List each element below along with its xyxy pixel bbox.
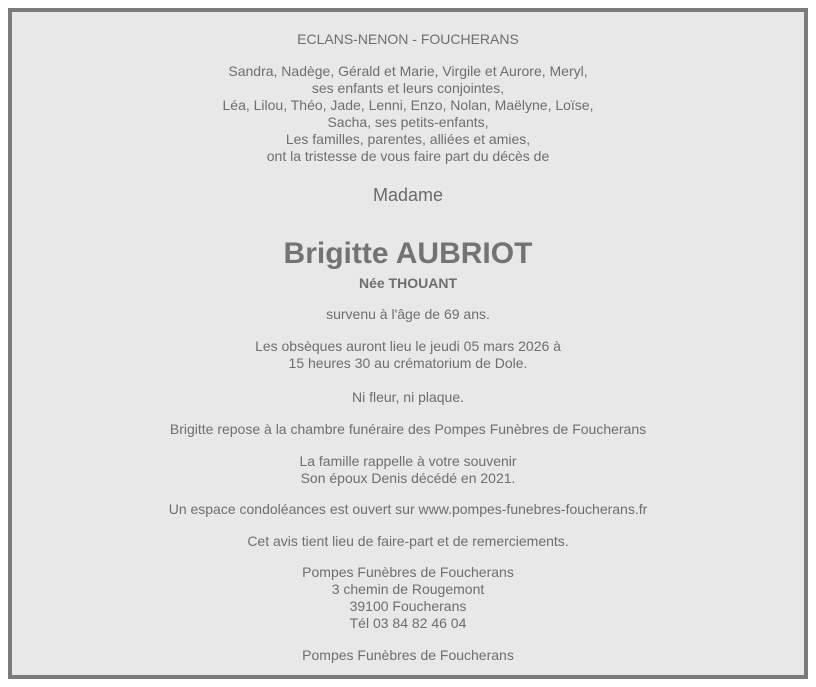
condolences-line	[12, 501, 804, 518]
maiden-name	[12, 275, 804, 292]
funeral-details	[12, 338, 804, 372]
deceased-name	[12, 237, 804, 271]
condolences-note	[12, 501, 804, 518]
funeral-home-address	[12, 564, 804, 632]
age-statement	[12, 306, 804, 323]
address-line: 3 chemin de Rougemont	[331, 581, 485, 597]
family-line: ont la tristesse de vous faire part du décès de	[266, 148, 550, 164]
address-line: Pompes Funèbres de Foucherans	[302, 564, 514, 580]
condolences-prefix: Un espace condoléances est ouvert sur	[168, 501, 419, 517]
maiden-name-text: Née THOUANT	[358, 275, 457, 291]
age-statement-text: survenu à l'âge de 69 ans.	[326, 306, 490, 322]
location-heading	[12, 31, 804, 48]
funeral-line: Les obsèques auront lieu le jeudi 05 mars 2026 à	[255, 338, 561, 354]
family-line: Sacha, ses petits-enfants,	[327, 114, 489, 130]
family-line: Léa, Lilou, Théo, Jade, Lenni, Enzo, Nolan, Maëlyne, Loïse,	[222, 97, 594, 113]
phone-line: Tél 03 84 82 46 04	[349, 615, 467, 631]
memory-line: La famille rappelle à votre souvenir	[299, 453, 517, 469]
deceased-name-text: Brigitte AUBRIOT	[283, 237, 533, 270]
honorific-title-text: Madame	[372, 185, 444, 205]
honorific-title	[12, 184, 804, 206]
family-announcement	[12, 63, 804, 165]
obituary-frame	[8, 8, 808, 679]
memory-line: Son époux Denis décédé en 2021.	[300, 470, 516, 486]
family-line: Sandra, Nadège, Gérald et Marie, Virgile et Aurore, Meryl,	[228, 63, 588, 79]
funeral-line: 15 heures 30 au crématorium de Dole.	[288, 355, 528, 371]
family-line: ses enfants et leurs conjointes,	[311, 80, 505, 96]
signature	[12, 647, 804, 664]
resting-place	[12, 421, 804, 438]
resting-place-text: Brigitte repose à la chambre funéraire des Pompes Funèbres de Foucherans	[169, 421, 647, 437]
condolences-website-link[interactable]: www.pompes-funebres-foucherans.fr	[418, 501, 648, 517]
memory-note	[12, 453, 804, 487]
location-heading-text: ECLANS-NENON - FOUCHERANS	[297, 31, 519, 47]
flowers-note-text: Ni fleur, ni plaque.	[351, 389, 465, 405]
flowers-note	[12, 389, 804, 406]
notice-statement	[12, 533, 804, 550]
address-line: 39100 Foucherans	[349, 598, 467, 614]
notice-statement-text: Cet avis tient lieu de faire-part et de remerciements.	[247, 533, 569, 549]
signature-text: Pompes Funèbres de Foucherans	[302, 647, 514, 663]
family-line: Les familles, parentes, alliées et amies,	[285, 131, 531, 147]
